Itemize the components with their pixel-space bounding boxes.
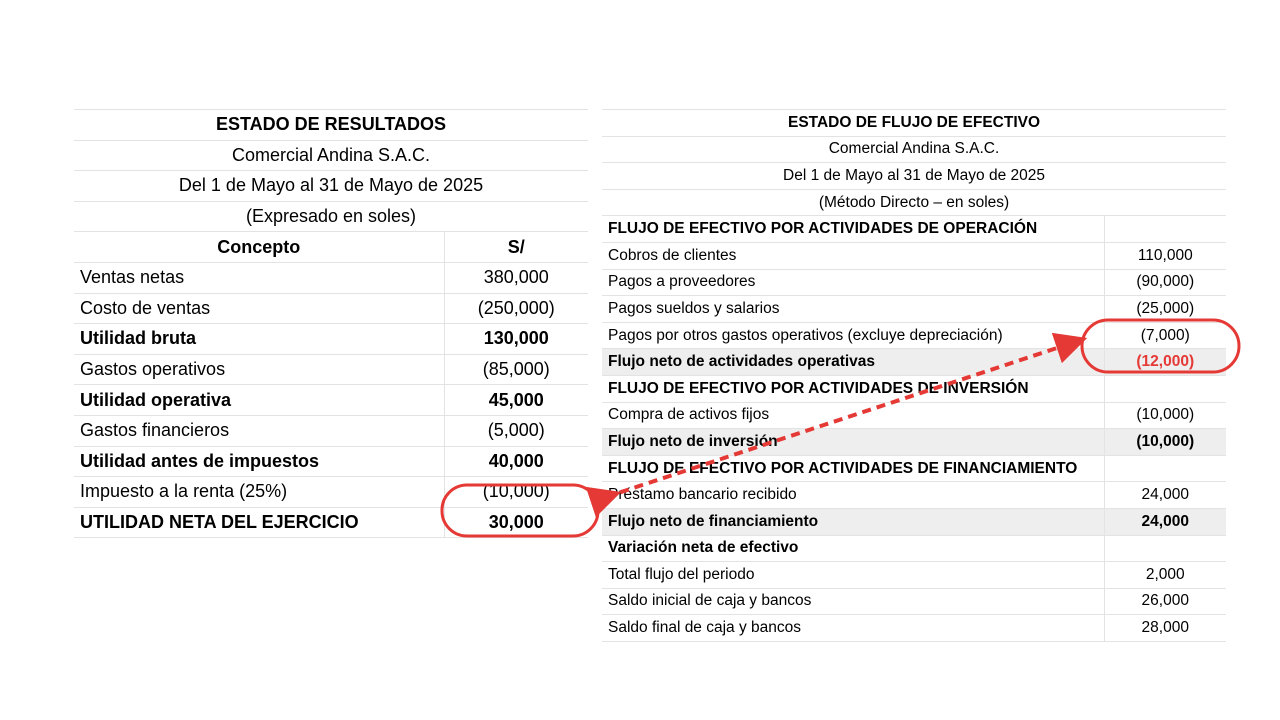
row-label: FLUJO DE EFECTIVO POR ACTIVIDADES DE OPERACIÓN — [602, 216, 1104, 243]
row-label: Compra de activos fijos — [602, 402, 1104, 429]
row-value: 130,000 — [444, 324, 588, 355]
row-label: Gastos operativos — [74, 354, 444, 385]
row-value: (85,000) — [444, 354, 588, 385]
row-value: (10,000) — [1104, 429, 1226, 456]
row-label: Pagos por otros gastos operativos (excluye depreciación) — [602, 322, 1104, 349]
row-label: Utilidad antes de impuestos — [74, 446, 444, 477]
cash-flow-period: Del 1 de Mayo al 31 de Mayo de 2025 — [602, 163, 1226, 190]
row-label: Impuesto a la renta (25%) — [74, 477, 444, 508]
column-header-amount: S/ — [444, 232, 588, 263]
row-value: 380,000 — [444, 262, 588, 293]
row-label: Pagos sueldos y salarios — [602, 296, 1104, 323]
highlight-circle-operating-flow — [1082, 320, 1239, 372]
row-label: Gastos financieros — [74, 415, 444, 446]
row-label: FLUJO DE EFECTIVO POR ACTIVIDADES DE INVERSIÓN — [602, 375, 1104, 402]
row-value: (10,000) — [1104, 402, 1226, 429]
net-income-value: 30,000 — [444, 507, 588, 538]
row-label: Utilidad operativa — [74, 385, 444, 416]
row-value: 40,000 — [444, 446, 588, 477]
income-statement-title: ESTADO DE RESULTADOS — [74, 110, 588, 141]
income-statement-period: Del 1 de Mayo al 31 de Mayo de 2025 — [74, 171, 588, 202]
row-value: 2,000 — [1104, 562, 1226, 589]
row-label: Cobros de clientes — [602, 242, 1104, 269]
row-value: (5,000) — [444, 415, 588, 446]
row-value: (7,000) — [1104, 322, 1226, 349]
operating-net-flow-value: (12,000) — [1104, 349, 1226, 376]
cash-flow-title: ESTADO DE FLUJO DE EFECTIVO — [602, 110, 1226, 137]
income-statement-company: Comercial Andina S.A.C. — [74, 140, 588, 171]
row-label: Costo de ventas — [74, 293, 444, 324]
row-label: Flujo neto de inversión — [602, 429, 1104, 456]
cash-flow-method-note: (Método Directo – en soles) — [602, 189, 1226, 216]
row-label: Saldo inicial de caja y bancos — [602, 588, 1104, 615]
net-income-label: UTILIDAD NETA DEL EJERCICIO — [74, 507, 444, 538]
row-value: 24,000 — [1104, 508, 1226, 535]
row-label: Saldo final de caja y bancos — [602, 615, 1104, 642]
row-value: 45,000 — [444, 385, 588, 416]
row-label: FLUJO DE EFECTIVO POR ACTIVIDADES DE FINANCIAMIENTO — [602, 455, 1104, 482]
row-label: Flujo neto de actividades operativas — [602, 349, 1104, 376]
row-value: (250,000) — [444, 293, 588, 324]
row-label: Pagos a proveedores — [602, 269, 1104, 296]
row-value: 24,000 — [1104, 482, 1226, 509]
highlight-circle-net-income — [442, 485, 598, 536]
row-value: (25,000) — [1104, 296, 1226, 323]
row-value: 110,000 — [1104, 242, 1226, 269]
dashed-arrow-icon — [606, 343, 1072, 497]
row-value: 26,000 — [1104, 588, 1226, 615]
row-label: Flujo neto de financiamiento — [602, 508, 1104, 535]
column-header-concept: Concepto — [74, 232, 444, 263]
income-statement-currency-note: (Expresado en soles) — [74, 201, 588, 232]
row-label: Variación neta de efectivo — [602, 535, 1104, 562]
row-value: 28,000 — [1104, 615, 1226, 642]
row-value: (10,000) — [444, 477, 588, 508]
row-label: Ventas netas — [74, 262, 444, 293]
row-label: Total flujo del periodo — [602, 562, 1104, 589]
row-value: (90,000) — [1104, 269, 1226, 296]
row-label: Préstamo bancario recibido — [602, 482, 1104, 509]
row-label: Utilidad bruta — [74, 324, 444, 355]
cash-flow-company: Comercial Andina S.A.C. — [602, 136, 1226, 163]
